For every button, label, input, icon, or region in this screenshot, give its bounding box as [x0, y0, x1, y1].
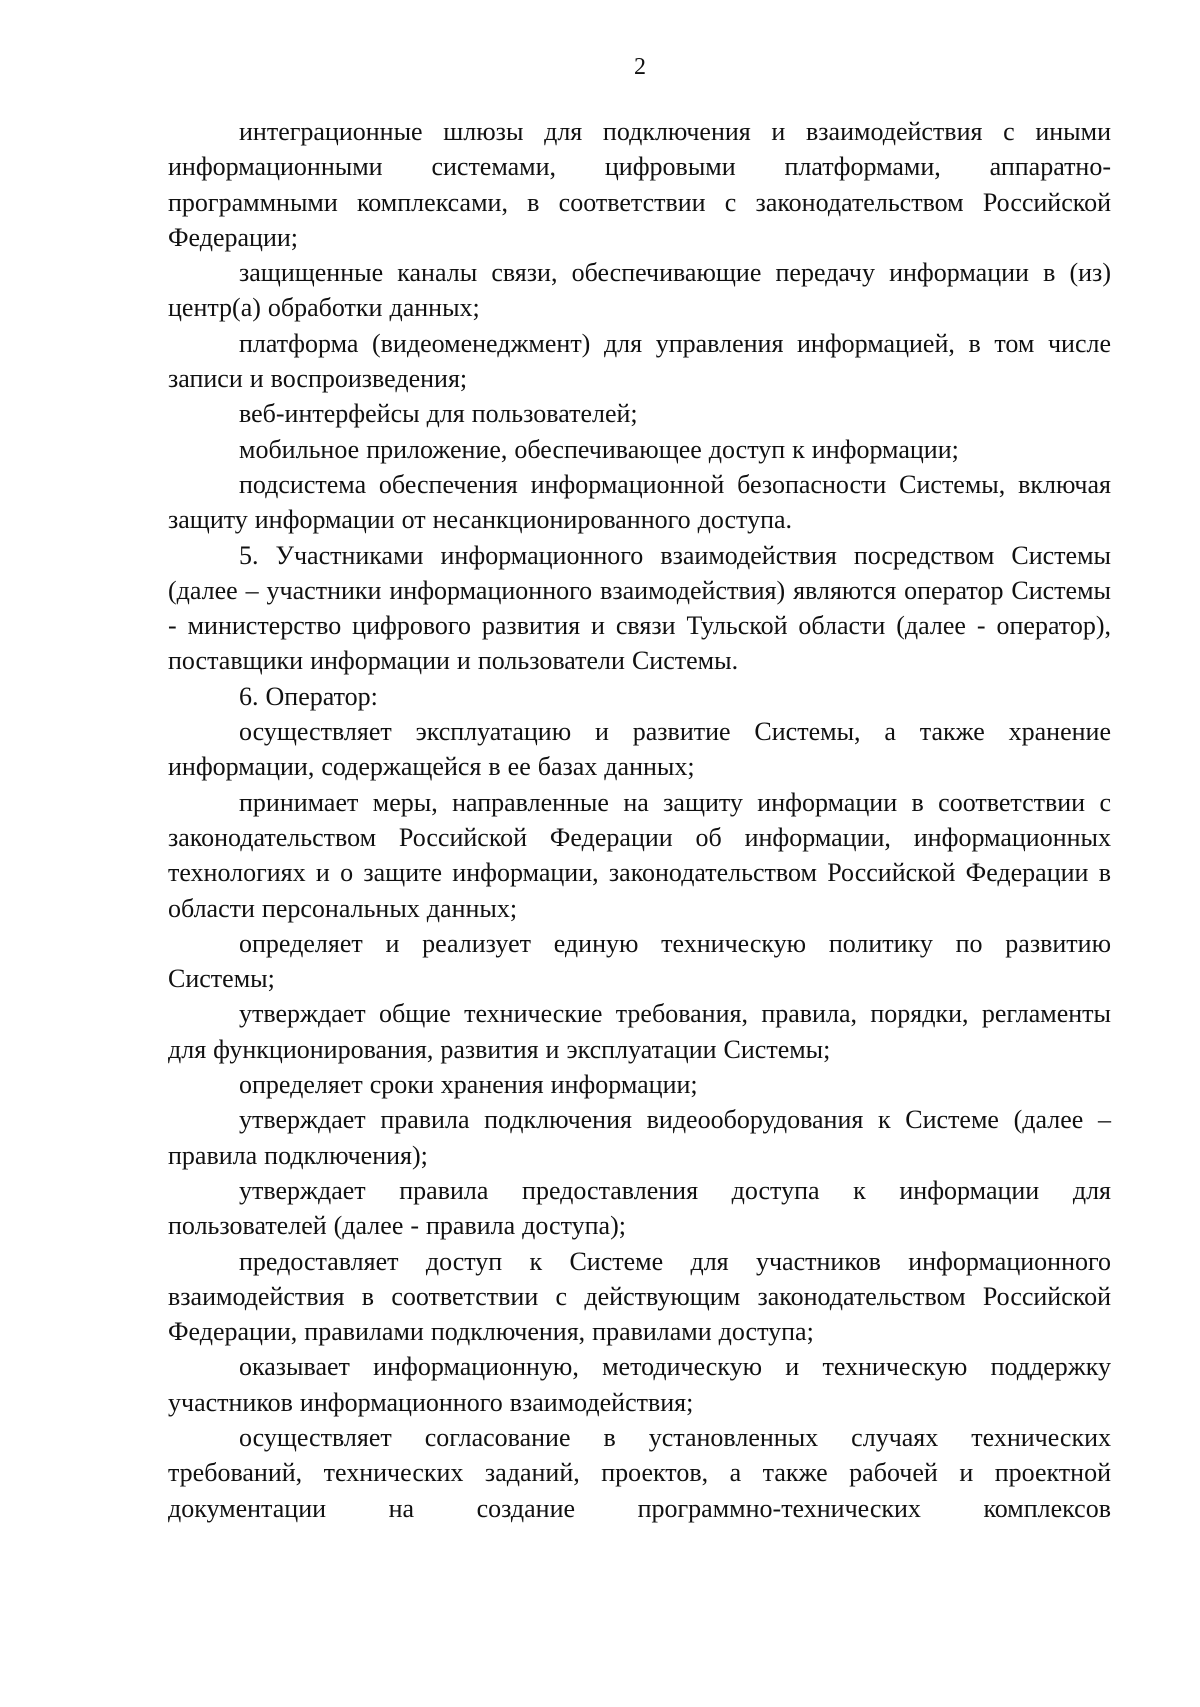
paragraph-section-5-participants: 5. Участниками информационного взаимодействия посредством Системы (далее – участники информационного взаимодействия) являются оператор Системы - министерство цифрового развития и связи Тульской области (далее - оператор), поставщики информации и пользователи Системы.	[168, 540, 1111, 676]
paragraph-data-protection: принимает меры, направленные на защиту информации в соответствии с законодательством Российской Федерации об информации, информационных технологиях и о защите информации, законодательством Российской Федерации в области персональных данных;	[168, 787, 1111, 923]
paragraph-technical-policy: определяет и реализует единую техническую политику по развитию Системы;	[168, 928, 1111, 994]
paragraph-connection-rules: утверждает правила подключения видеооборудования к Системе (далее – правила подключения);	[168, 1105, 1111, 1170]
body-text	[168, 114, 1111, 1526]
paragraph-operation-development: осуществляет эксплуатацию и развитие Системы, а также хранение информации, содержащейся в ее базах данных;	[168, 717, 1111, 782]
paragraph-integration-gateways: интеграционные шлюзы для подключения и взаимодействия с иными информационными системами, цифровыми платформами, аппаратно-программными комплексами, в соответствии с законодательством Российской Федерации;	[168, 117, 1111, 252]
paragraph-storage-terms: определяет сроки хранения информации;	[239, 1070, 698, 1100]
page-number: 2	[634, 54, 646, 80]
paragraph-mobile-app: мобильное приложение, обеспечивающее доступ к информации;	[239, 434, 959, 464]
paragraph-approval: осуществляет согласование в установленных случаях технических требований, технических заданий, проектов, а также рабочей и проектной документации на создание программно-технических комплексов	[168, 1422, 1111, 1523]
paragraph-access-rules: утверждает правила предоставления доступа к информации для пользователей (далее - правила доступа);	[168, 1175, 1111, 1241]
paragraph-provides-access: предоставляет доступ к Системе для участников информационного взаимодействия в соответствии с действующим законодательством Российской Федерации, правилами подключения, правилами доступа;	[168, 1246, 1111, 1347]
paragraph-secure-channels: защищенные каналы связи, обеспечивающие передачу информации в (из) центр(а) обработки данных;	[168, 258, 1111, 323]
paragraph-security-subsystem: подсистема обеспечения информационной безопасности Системы, включая защиту информации от несанкционированного доступа.	[168, 469, 1111, 535]
paragraph-technical-requirements: утверждает общие технические требования, правила, порядки, регламенты для функционирования, развития и эксплуатации Системы;	[168, 999, 1111, 1064]
paragraph-support: оказывает информационную, методическую и техническую поддержку участников информационного взаимодействия;	[168, 1352, 1111, 1417]
paragraph-video-platform: платформа (видеоменеджмент) для управления информацией, в том числе записи и воспроизведения;	[168, 328, 1111, 394]
paragraph-section-6-operator: 6. Оператор:	[239, 681, 378, 711]
paragraph-web-interfaces: веб-интерфейсы для пользователей;	[239, 399, 638, 429]
